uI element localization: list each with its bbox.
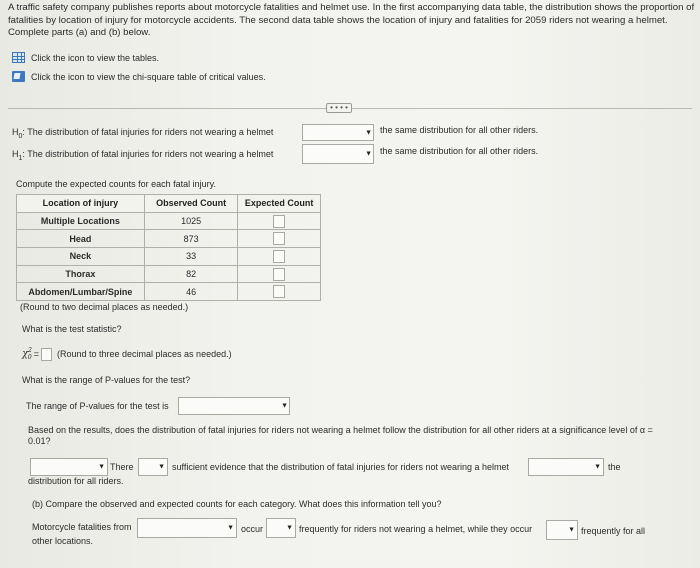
chevron-down-icon: ▼ [286, 524, 293, 532]
view-tables-link[interactable] [12, 52, 159, 63]
part-b-end: frequently for all [581, 526, 646, 536]
expand-more-button[interactable]: • • • • [326, 103, 352, 113]
table-row [17, 230, 321, 248]
pvalue-label: The range of P-values for the test is [26, 401, 169, 411]
location-cell: Head [17, 230, 145, 248]
expected-cell [238, 283, 321, 301]
expected-cell [238, 248, 321, 266]
chevron-down-icon: ▼ [365, 129, 372, 136]
table-row [17, 248, 321, 266]
expected-input[interactable] [273, 232, 285, 245]
h1-after-text: the same distribution for all other riders. [380, 146, 539, 156]
expected-cell [238, 265, 321, 283]
col-location: Location of injury [17, 195, 145, 213]
part-b-start: Motorcycle fatalities from [32, 522, 132, 532]
observed-cell: 1025 [144, 212, 238, 230]
conclusion-middle: sufficient evidence that the distribution of fatal injuries for riders not wearing a helmet [172, 462, 510, 472]
expected-input[interactable] [273, 285, 285, 298]
there-label: There [110, 462, 134, 472]
h0-relation-dropdown[interactable] [302, 124, 374, 141]
location-cell: Multiple Locations [17, 212, 145, 230]
chevron-down-icon: ▼ [568, 526, 575, 534]
frequency-dropdown-2[interactable] [546, 520, 578, 540]
h1-statement: $H_1$: The distribution of fatal injuries for riders not wearing a helmet [12, 149, 274, 162]
chevron-down-icon: ▼ [281, 402, 288, 410]
round-two-note: (Round to two decimal places as needed.) [20, 302, 189, 312]
view-chi-table-label[interactable]: Click the icon to view the chi-square table of critical values. [31, 71, 266, 82]
chi-square-row [22, 347, 232, 361]
chi-symbol: $\chi^2_0$ [22, 347, 32, 362]
expected-input[interactable] [273, 268, 285, 281]
pvalue-range-dropdown[interactable] [178, 397, 290, 415]
expected-input[interactable] [273, 215, 285, 228]
there-is-dropdown[interactable] [30, 458, 108, 476]
equals-sign: = [33, 349, 39, 360]
evidence-dropdown[interactable] [138, 458, 168, 476]
table-icon[interactable] [12, 52, 25, 63]
h1-relation-dropdown[interactable] [302, 144, 374, 164]
location-cell: Abdomen/Lumbar/Spine [17, 283, 145, 301]
table-row [17, 212, 321, 230]
h0-after-text: the same distribution for all other riders. [380, 125, 539, 135]
table-row [17, 283, 321, 301]
observed-cell: 82 [144, 265, 238, 283]
document-icon[interactable] [12, 71, 25, 82]
part-b-tail: other locations. [32, 536, 94, 546]
col-observed: Observed Count [144, 195, 238, 213]
location-cell: Neck [17, 248, 145, 266]
expected-count-table [16, 194, 321, 301]
pvalue-question: What is the range of P-values for the test? [22, 375, 191, 385]
chevron-down-icon: ▼ [227, 524, 234, 532]
chevron-down-icon: ▼ [365, 150, 372, 158]
h0-statement: $H_0$: The distribution of fatal injuries for riders not wearing a helmet [12, 127, 274, 140]
conclusion-question: Based on the results, does the distribution of fatal injuries for riders not wearing a helmet follow the distribution for all other riders at a significance level of α = 0.01? [28, 425, 653, 446]
conclusion-the: the [608, 462, 621, 472]
chevron-down-icon: ▼ [158, 463, 165, 471]
location-dropdown[interactable] [137, 518, 237, 538]
table-row [17, 265, 321, 283]
round-three-note: (Round to three decimal places as needed.) [56, 349, 232, 360]
conclusion-tail: distribution for all riders. [28, 476, 124, 486]
chevron-down-icon: ▼ [594, 463, 601, 471]
frequency-dropdown-1[interactable] [266, 518, 296, 538]
observed-cell: 46 [144, 283, 238, 301]
test-statistic-input[interactable] [41, 348, 52, 361]
table-header-row [17, 195, 321, 213]
chevron-down-icon: ▼ [98, 463, 105, 471]
expected-input[interactable] [273, 250, 285, 263]
observed-cell: 873 [144, 230, 238, 248]
view-tables-label[interactable]: Click the icon to view the tables. [31, 52, 160, 63]
location-cell: Thorax [17, 265, 145, 283]
test-stat-question: What is the test statistic? [22, 324, 122, 334]
expected-cell [238, 230, 321, 248]
compute-prompt: Compute the expected counts for each fatal injury. [16, 179, 216, 189]
expected-cell [238, 212, 321, 230]
part-b-middle: frequently for riders not wearing a helmet, while they occur [299, 524, 533, 534]
occur-label: occur [241, 524, 264, 534]
col-expected: Expected Count [238, 195, 321, 213]
part-b-question: (b) Compare the observed and expected counts for each category. What does this information tell you? [32, 499, 442, 509]
observed-cell: 33 [144, 248, 238, 266]
view-chi-table-link[interactable] [12, 71, 266, 82]
problem-intro: A traffic safety company publishes reports about motorcycle fatalities and helmet use. In the first accompanying data table, the distribution shows the proportion of fatalities by location of injury for motorcycle accidents. The second data table shows the location of injury and fatalities for 2059 riders not wearing a helmet. Complete parts (a) and (b) below. [8, 2, 695, 39]
follow-dropdown[interactable] [528, 458, 604, 476]
